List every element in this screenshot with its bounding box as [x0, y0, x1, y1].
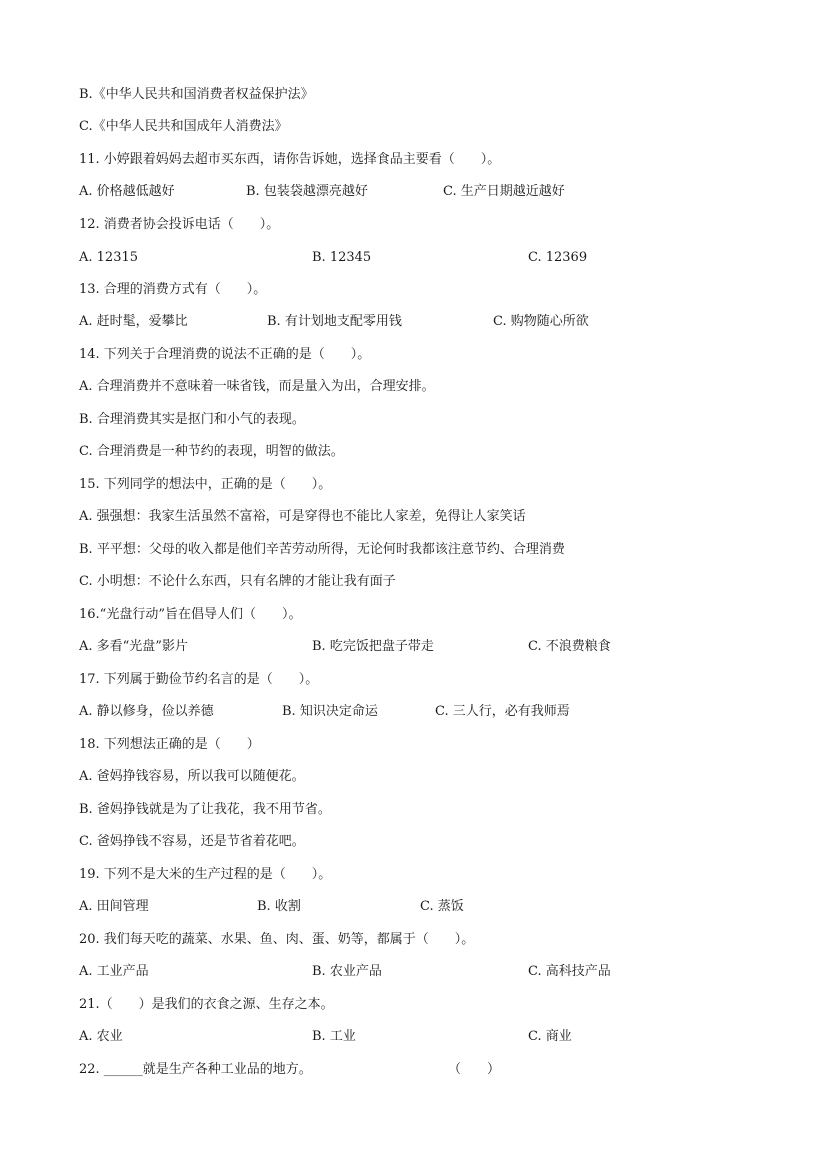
q10-option-c: C.《中华人民共和国成年人消费法》 — [79, 119, 288, 134]
q12-question: 12. 消费者协会投诉电话（ ）。 — [79, 217, 280, 232]
q16-option-a: A. 多看“光盘”影片 — [79, 639, 188, 654]
q18-question: 18. 下列想法正确的是（ ） — [79, 737, 260, 752]
q21-option-c: C. 商业 — [528, 1029, 572, 1044]
q14-option-c: C. 合理消费是一种节约的表现，明智的做法。 — [79, 444, 344, 459]
q19-option-a: A. 田间管理 — [79, 899, 149, 914]
q11-option-b: B. 包装袋越漂亮越好 — [246, 184, 368, 199]
q20-option-c: C. 高科技产品 — [528, 964, 611, 979]
q11-question: 11. 小婷跟着妈妈去超市买东西，请你告诉她，选择食品主要看（ ）。 — [79, 152, 501, 167]
q19-option-c: C. 蒸饭 — [420, 899, 464, 914]
q12-option-a: A. 12315 — [79, 250, 139, 265]
q13-option-b: B. 有计划地支配零用钱 — [267, 314, 402, 329]
q20-option-a: A. 工业产品 — [79, 964, 149, 979]
q12-option-b: B. 12345 — [312, 250, 372, 265]
q13-option-a: A. 赶时髦，爱攀比 — [79, 314, 188, 329]
q21-option-a: A. 农业 — [79, 1029, 123, 1044]
q16-question: 16.“光盘行动”旨在倡导人们（ ）。 — [79, 607, 302, 622]
q19-option-b: B. 收割 — [257, 899, 301, 914]
q10-option-b: B.《中华人民共和国消费者权益保护法》 — [79, 87, 314, 102]
q18-option-a: A. 爸妈挣钱容易，所以我可以随便花。 — [79, 769, 305, 784]
q18-option-c: C. 爸妈挣钱不容易，还是节省着花吧。 — [79, 834, 305, 849]
q15-option-a: A. 强强想：我家生活虽然不富裕，可是穿得也不能比人家差，免得让人家笑话 — [79, 509, 526, 524]
q17-question: 17. 下列属于勤俭节约名言的是（ ）。 — [79, 672, 319, 687]
q17-option-a: A. 静以修身，俭以养德 — [79, 704, 214, 719]
q16-option-b: B. 吃完饭把盘子带走 — [312, 639, 434, 654]
q19-question: 19. 下列不是大米的生产过程的是（ ）。 — [79, 867, 332, 882]
q13-question: 13. 合理的消费方式有（ ）。 — [79, 282, 267, 297]
q22-answer-paren: （ ） — [448, 1062, 501, 1077]
q14-option-a: A. 合理消费并不意味着一味省钱，而是量入为出，合理安排。 — [79, 379, 435, 394]
q20-option-b: B. 农业产品 — [312, 964, 382, 979]
q17-option-b: B. 知识决定命运 — [282, 704, 378, 719]
q13-option-c: C. 购物随心所欲 — [493, 314, 589, 329]
q15-option-b: B. 平平想：父母的收入都是他们辛苦劳动所得，无论何时我都该注意节约、合理消费 — [79, 542, 565, 557]
q15-option-c: C. 小明想：不论什么东西，只有名牌的才能让我有面子 — [79, 574, 396, 589]
q11-option-c: C. 生产日期越近越好 — [443, 184, 565, 199]
q14-option-b: B. 合理消费其实是抠门和小气的表现。 — [79, 412, 305, 427]
q20-question: 20. 我们每天吃的蔬菜、水果、鱼、肉、蛋、奶等，都属于（ ）。 — [79, 932, 475, 947]
q21-question: 21.（ ）是我们的衣食之源、生存之本。 — [79, 997, 334, 1012]
q17-option-c: C. 三人行，必有我师焉 — [435, 704, 570, 719]
q18-option-b: B. 爸妈挣钱就是为了让我花，我不用节省。 — [79, 802, 331, 817]
q12-option-c: C. 12369 — [528, 250, 588, 265]
q21-option-b: B. 工业 — [312, 1029, 356, 1044]
q15-question: 15. 下列同学的想法中，正确的是（ ）。 — [79, 477, 332, 492]
q16-option-c: C. 不浪费粮食 — [528, 639, 611, 654]
q14-question: 14. 下列关于合理消费的说法不正确的是（ ）。 — [79, 347, 371, 362]
q22-question: 22. ______就是生产各种工业品的地方。 — [79, 1062, 312, 1077]
q11-option-a: A. 价格越低越好 — [79, 184, 175, 199]
